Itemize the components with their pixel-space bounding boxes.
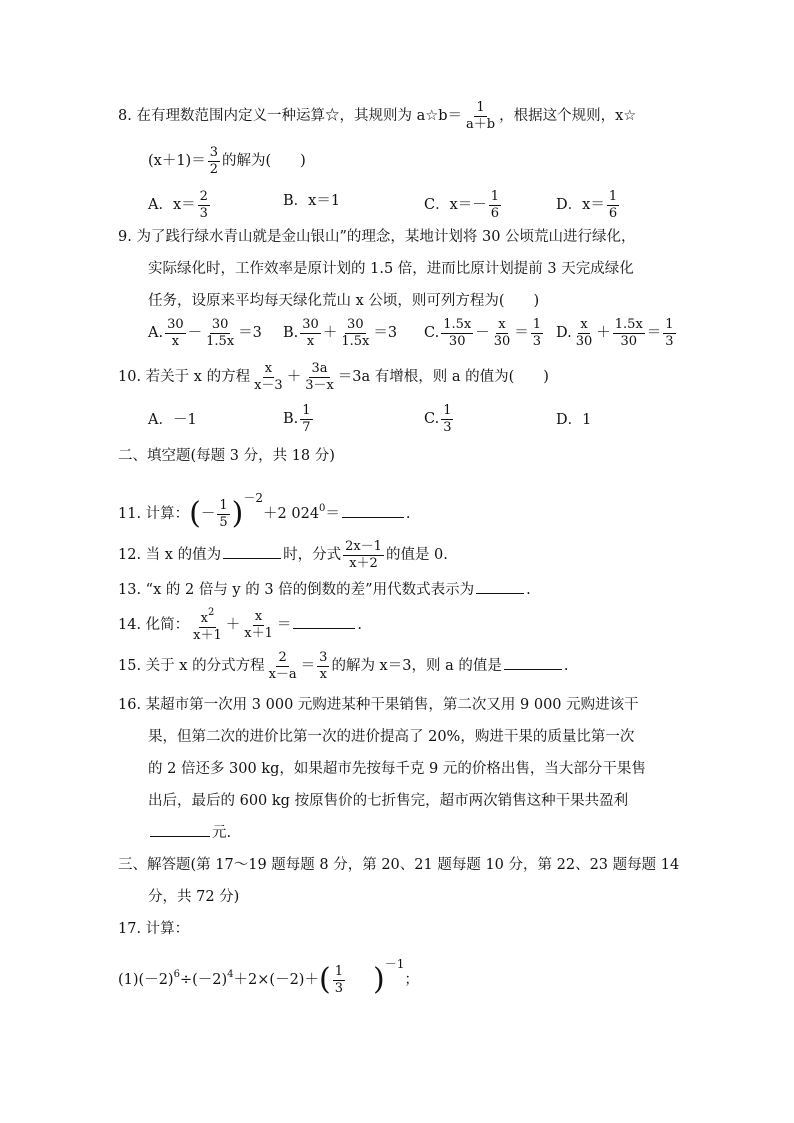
question-16-line-3: 的 2 倍还多 300 kg，如果超市先按每千克 9 元的价格出售，当大部分干果售	[148, 761, 646, 777]
fraction: $\frac{2x-1}{x+2}$	[345, 539, 382, 571]
fraction: $\frac{1}{5}$	[219, 497, 228, 530]
fraction: $\frac{2}{3}$	[199, 189, 208, 221]
math-expression: a☆b＝	[416, 108, 462, 125]
question-17	[118, 922, 189, 937]
fraction: $\frac{30}{1.5x}$	[206, 317, 235, 349]
question-text: 实际绿化时，工作效率是原计划的 1.5 倍，进而比原计划提前 3 天完成绿化	[148, 261, 634, 277]
option-d: D．1	[556, 412, 592, 428]
answer-blank[interactable]	[504, 668, 562, 670]
question-10: 10. 若关于 x 的方程 $\frac{x}{x-3}$ ＋ $\frac{3a}{3-x}$ ＝3a 有增根，则 a 的值为( )	[118, 361, 549, 393]
option-c: C. $\frac{1}{3}$	[424, 403, 452, 435]
fraction: $\frac{2}{x-a}$	[268, 650, 297, 682]
question-number: 12.	[118, 547, 142, 564]
question-16-line-2: 果，但第二次的进价比第一次的进价提高了 20%，购进干果的质量比第一次	[148, 729, 635, 745]
fraction: $\frac{1}{3}$	[334, 963, 343, 996]
question-number: 14.	[118, 617, 142, 634]
question-8-line-2	[148, 146, 306, 176]
answer-blank[interactable]	[476, 592, 524, 594]
question-number: 15.	[118, 658, 142, 675]
question-9-line-1	[118, 230, 636, 245]
option-a: A. $\frac{30}{x}$ － $\frac{30}{1.5x}$ ＝3	[148, 317, 262, 349]
fraction: $\frac{3}{2}$	[209, 145, 218, 177]
question-text: 为了践行绿水青山就是金山银山”的理念，某地计划将 30 公顷荒山进行绿化，	[136, 229, 636, 245]
answer-blank[interactable]	[342, 516, 404, 518]
section-heading-solve: 三、解答题(第 17～19 题每题 8 分，第 20、21 题每题 10 分，第 22、23 题每题 14	[118, 857, 680, 873]
fraction: $\frac{x}{30}$	[575, 317, 593, 349]
question-14: 14. 化简： $\frac{x^2}{x+1}$ ＋ $\frac{x}{x+1}$ ＝ .	[118, 607, 362, 643]
question-number: 16.	[118, 697, 142, 713]
question-9-line-2	[148, 262, 634, 277]
fraction: $\frac{30}{1.5x}$	[341, 317, 370, 349]
fraction: $\frac{1}{3}$	[443, 403, 452, 435]
option-c: C. $\frac{1.5x}{30}$ － $\frac{x}{30}$ ＝ $\frac{1}{3}$	[424, 317, 542, 349]
fraction: $\frac{30}{x}$	[302, 317, 319, 349]
question-17-part-1: $(1)(-2)^6\div(-2)^4+2\times(-2)+$( $\frac{1}{3}$ )$^{-1}$；	[118, 957, 419, 997]
fraction: $\frac{x^2}{x+1}$	[193, 607, 222, 643]
question-text: 关于 x 的分式方程	[145, 658, 265, 675]
fraction: $\frac{1}{6}$	[490, 189, 500, 221]
question-number: 10.	[118, 369, 142, 386]
option-b: B．x＝1	[283, 193, 341, 209]
fraction: $\frac{x}{x+1}$	[244, 609, 273, 641]
question-12: 12. 当 x 的值为 时，分式 $\frac{2x-1}{x+2}$ 的值是 0.	[118, 539, 448, 571]
option-a: A．－1	[148, 412, 197, 428]
option-b: B. $\frac{1}{7}$	[283, 403, 311, 435]
fraction: $\frac{1}{7}$	[302, 403, 311, 435]
question-number: 13.	[118, 582, 142, 598]
option-a: A．x＝ $\frac{2}{3}$	[148, 189, 208, 221]
question-text: 的解为( )	[222, 153, 306, 170]
question-9-line-3	[148, 294, 539, 309]
question-number: 17.	[118, 921, 142, 937]
option-c: C．x＝－ $\frac{1}{6}$	[424, 189, 500, 221]
math-expression: (x＋1)＝	[148, 153, 206, 170]
fraction: $\frac{1}{3}$	[532, 317, 542, 349]
fraction: $\frac{1}{6}$	[608, 189, 618, 221]
question-text: 任务，设原来平均每天绿化荒山 x 公顷，则可列方程为( )	[148, 293, 540, 309]
fraction: $\frac{x}{x-3}$	[254, 361, 283, 393]
question-8-line-1	[118, 101, 636, 131]
question-13: 13. “x 的 2 倍与 y 的 3 倍的倒数的差”用代数式表示为 .	[118, 582, 531, 598]
question-text: 在有理数范围内定义一种运算☆，其规则为	[136, 108, 412, 125]
option-d: D. $\frac{x}{30}$ ＋ $\frac{1.5x}{30}$ ＝ $\frac{1}{3}$	[556, 317, 674, 349]
option-b: B. $\frac{30}{x}$ ＋ $\frac{30}{1.5x}$ ＝3	[283, 317, 398, 349]
fraction: $\frac{x}{30}$	[493, 317, 511, 349]
fraction: $\frac{30}{x}$	[167, 317, 184, 349]
question-text: 当 x 的值为	[145, 547, 222, 564]
question-number: 9.	[118, 229, 132, 245]
answer-blank[interactable]	[223, 557, 281, 559]
fraction: $\frac{1.5x}{30}$	[614, 317, 643, 349]
question-text: 某超市第一次用 3 000 元购进某种干果销售，第二次又用 9 000 元购进该干	[145, 697, 639, 713]
question-16-line-1	[118, 698, 639, 713]
option-d: D．x＝ $\frac{1}{6}$	[556, 189, 618, 221]
fraction: $\frac{3a}{3-x}$	[305, 361, 334, 393]
fraction: $\frac{1.5x}{30}$	[443, 317, 472, 349]
fraction: $\frac{3}{x}$	[319, 650, 328, 682]
question-text: ＝3a 有增根，则 a 的值为( )	[337, 369, 549, 386]
fraction: $\frac{1}{3}$	[665, 317, 674, 349]
fraction: $\frac{1}{a+b}$	[466, 100, 496, 132]
question-number: 8.	[118, 108, 132, 125]
question-number: 11.	[118, 506, 142, 522]
question-text: 化简：	[145, 617, 190, 634]
question-text: 计算：	[145, 921, 190, 937]
question-16-line-5: 元.	[148, 826, 231, 841]
question-text: 计算：	[145, 506, 190, 522]
answer-blank[interactable]	[293, 627, 355, 629]
section-heading-solve-cont: 分，共 72 分)	[148, 889, 240, 905]
question-15: 15. 关于 x 的分式方程 $\frac{2}{x-a}$ ＝ $\frac{3}{x}$ 的解为 x＝3，则 a 的值是 .	[118, 650, 569, 682]
answer-blank[interactable]	[150, 835, 210, 837]
question-11: 11. 计算：(－ $\frac{1}{5}$ )$^{-2}$＋2 $024^0=$ .	[118, 491, 411, 531]
question-text: 若关于 x 的方程	[145, 369, 251, 386]
section-heading-fill-in: 二、填空题(每题 3 分，共 18 分)	[118, 448, 335, 464]
question-text: ，根据这个规则，x☆	[499, 108, 637, 125]
question-16-line-4: 出后，最后的 600 kg 按原售价的七折售完，超市两次销售这种干果共盈利	[148, 793, 629, 809]
question-text: “x 的 2 倍与 y 的 3 倍的倒数的差”用代数式表示为	[145, 582, 475, 598]
